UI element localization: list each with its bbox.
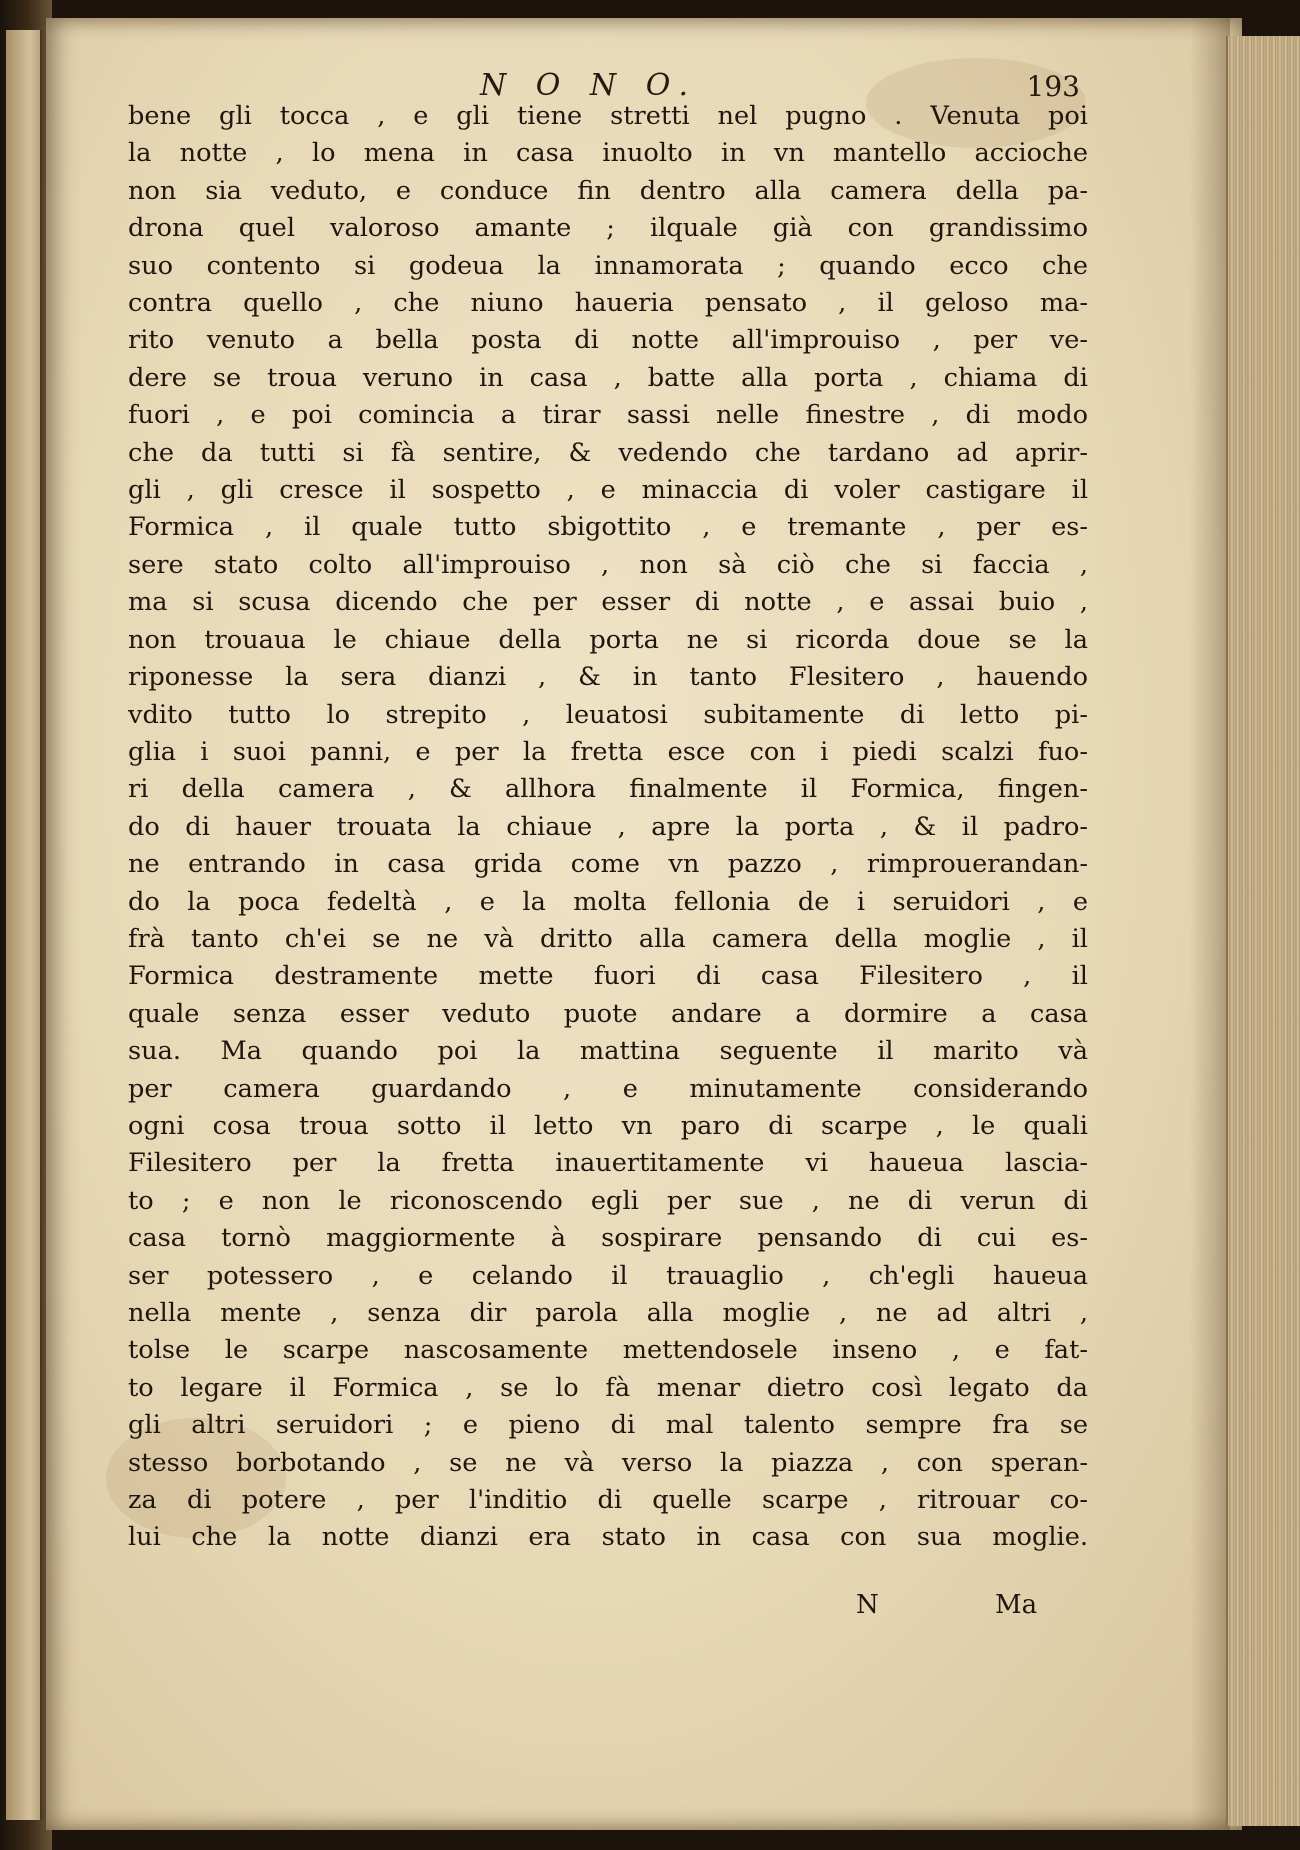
- text-line: to legare il Formica , se lo fà menar dietro così legato da: [128, 1372, 1088, 1403]
- text-line: per camera guardando , e minutamente considerando: [128, 1073, 1088, 1104]
- text-line: Formica destramente mette fuori di casa Filesitero , il: [128, 961, 1088, 992]
- text-line: do di hauer trouata la chiaue , apre la porta , & il padro-: [128, 811, 1088, 842]
- page-curve-shadow: [1190, 18, 1230, 1830]
- running-head-title: N O N O.: [480, 68, 699, 103]
- text-line: bene gli tocca , e gli tiene stretti nel pugno . Venuta poi: [128, 101, 1088, 131]
- text-line: drona quel valoroso amante ; ilquale già con grandissimo: [128, 213, 1088, 244]
- text-line: to ; e non le riconoscendo egli per sue , ne di verun di: [128, 1185, 1088, 1216]
- text-line: do la poca fedeltà , e la molta fellonia de i seruidori , e: [128, 886, 1088, 917]
- text-line: ne entrando in casa grida come vn pazzo , rimprouerandan-: [128, 849, 1088, 880]
- left-page-edge: [6, 30, 42, 1820]
- text-line: non sia veduto, e conduce fin dentro alla camera della pa-: [128, 175, 1088, 206]
- text-line: suo contento si godeua la innamorata ; quando ecco che: [128, 250, 1088, 281]
- text-line: fuori , e poi comincia a tirar sassi nelle finestre , di modo: [128, 400, 1088, 431]
- text-line: sua. Ma quando poi la mattina seguente il marito và: [128, 1036, 1088, 1067]
- text-line: glia i suoi panni, e per la fretta esce con i piedi scalzi fuo-: [128, 736, 1088, 767]
- text-line: ogni cosa troua sotto il letto vn paro di scarpe , le quali: [128, 1110, 1088, 1141]
- text-line: gli altri seruidori ; e pieno di mal talento sempre fra se: [128, 1410, 1088, 1441]
- text-line: frà tanto ch'ei se ne và dritto alla camera della moglie , il: [128, 923, 1088, 954]
- text-line: za di potere , per l'inditio di quelle scarpe , ritrouar co-: [128, 1485, 1088, 1516]
- text-line: sere stato colto all'improuiso , non sà ciò che si faccia ,: [128, 549, 1088, 580]
- text-line: quale senza esser veduto puote andare a dormire a casa: [128, 998, 1088, 1029]
- text-line: vdito tutto lo strepito , leuatosi subitamente di letto pi-: [128, 699, 1088, 730]
- text-line: che da tutti si fà sentire, & vedendo che tardano ad aprir-: [128, 437, 1088, 468]
- page-stack-edges: [1226, 36, 1300, 1826]
- page-number: 193: [1026, 70, 1080, 103]
- catchword: Ma: [995, 1590, 1038, 1620]
- text-line: la notte , lo mena in casa inuolto in vn mantello accioche: [128, 138, 1088, 169]
- text-line: Filesitero per la fretta inauertitamente vi haueua lascia-: [128, 1148, 1088, 1179]
- text-line: contra quello , che niuno haueria pensato , il geloso ma-: [128, 288, 1088, 319]
- text-line: ma si scusa dicendo che per esser di notte , e assai buio ,: [128, 587, 1088, 618]
- signature-mark: N: [856, 1590, 879, 1620]
- text-line: riponesse la sera dianzi , & in tanto Flesitero , hauendo: [128, 662, 1088, 693]
- text-line: gli , gli cresce il sospetto , e minaccia di voler castigare il: [128, 475, 1088, 506]
- page-footer: [128, 1590, 1088, 1630]
- text-line: tolse le scarpe nascosamente mettendosele inseno , e fat-: [128, 1335, 1088, 1366]
- text-line: ser potessero , e celando il trauaglio , ch'egli haueua: [128, 1260, 1088, 1291]
- text-line: casa tornò maggiormente à sospirare pensando di cui es-: [128, 1223, 1088, 1254]
- text-line: nella mente , senza dir parola alla moglie , ne ad altri ,: [128, 1298, 1088, 1328]
- text-line: ri della camera , & allhora finalmente il Formica, fingen-: [128, 774, 1088, 805]
- text-line: non trouaua le chiaue della porta ne si ricorda doue se la: [128, 624, 1088, 655]
- text-line: Formica , il quale tutto sbigottito , e tremante , per es-: [128, 512, 1088, 543]
- body-text: [128, 98, 1088, 1557]
- text-line: lui che la notte dianzi era stato in casa con sua moglie.: [128, 1522, 1088, 1553]
- text-line: dere se troua veruno in casa , batte alla porta , chiama di: [128, 362, 1088, 393]
- text-line: rito venuto a bella posta di notte all'improuiso , per ve-: [128, 325, 1088, 356]
- text-line: stesso borbotando , se ne và verso la piazza , con speran-: [128, 1447, 1088, 1478]
